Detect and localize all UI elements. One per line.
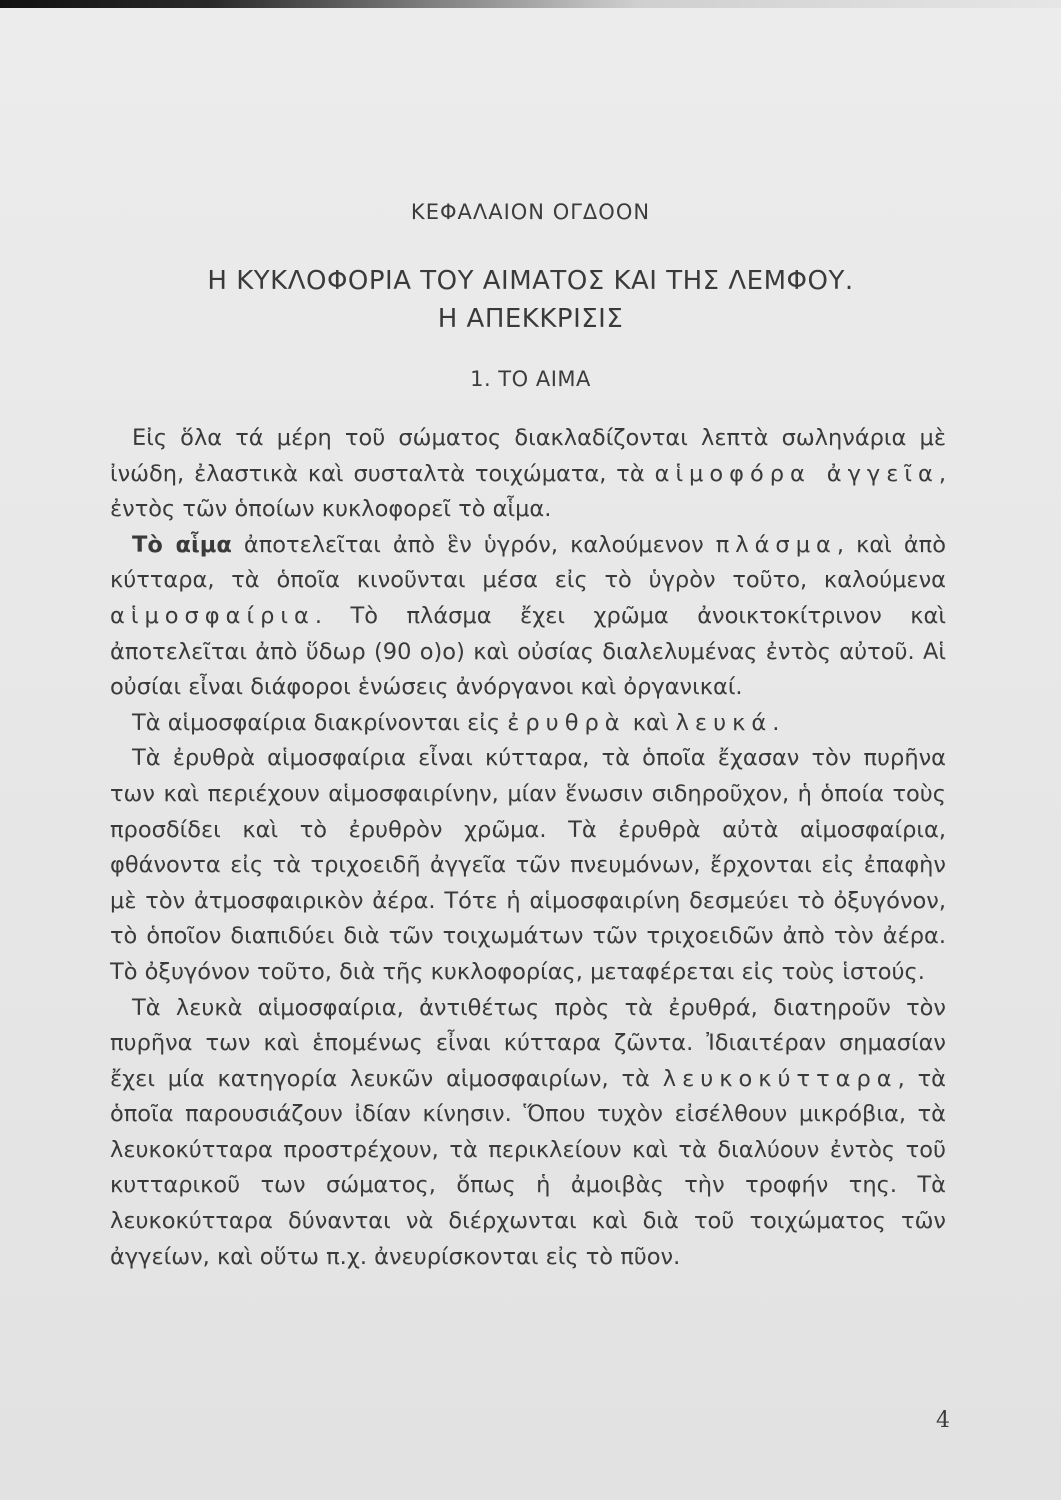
chapter-label: ΚΕΦΑΛΑΙΟΝ ΟΓΔΟΟΝ — [410, 200, 651, 224]
term-aimofora-aggeia: αἱμοφόρα ἀγγεῖα — [654, 460, 939, 487]
paragraph-5 — [110, 991, 946, 1276]
chapter-title-line-2: Η ΑΠΕΚΚΡΙΣΙΣ — [437, 304, 624, 334]
body-text — [110, 421, 946, 1275]
paragraph-3-text-b: καὶ — [625, 709, 676, 736]
term-leukokyttara: λευκοκύτταρα — [662, 1065, 898, 1092]
section-heading: 1. ΤΟ ΑΙΜΑ — [470, 367, 591, 391]
paragraph-2-lead: Τὸ αἷμα — [132, 531, 232, 558]
paragraph-2-text-b: , καὶ ἀπὸ κύτταρα, τὰ ὁποῖα κινοῦνται μέσα εἰς τὸ ὑγρὸν τοῦτο, καλούμενα — [110, 531, 946, 594]
term-aimosfairia: αἱμοσφαίρια — [110, 602, 315, 629]
chapter-title-line-1: Η ΚΥΚΛΟΦΟΡΙΑ ΤΟΥ ΑΙΜΑΤΟΣ ΚΑΙ ΤΗΣ ΛΕΜΦΟΥ. — [207, 266, 854, 296]
page-number: 4 — [936, 1408, 950, 1433]
paragraph-5-text-a: Τὰ λευκὰ αἱμοσφαίρια, ἀντιθέτως πρὸς τὰ ἐρυθρά, διατηροῦν τὸν πυρῆνα των καὶ ἑπομένως εἶναι κύτταρα ζῶντα. Ἰδιαιτέραν σημασίαν ἔχει μία κατηγορία λευκῶν αἱμοσφαιρίων, τὰ — [110, 994, 946, 1092]
term-leuka: λευκά — [675, 709, 773, 736]
paragraph-2-text-a: ἀποτελεῖται ἀπὸ ἓν ὑγρόν, καλούμενον — [231, 531, 716, 558]
paragraph-1-text-b: , ἐντὸς τῶν ὁποίων κυκλοφορεῖ τὸ αἷμα. — [110, 460, 946, 523]
paragraph-3-text-c: . — [772, 709, 780, 736]
term-erythra: ἐρυθρὰ — [507, 709, 626, 736]
paragraph-3-text-a: Τὰ αἱμοσφαίρια διακρίνονται εἰς — [132, 709, 508, 736]
scan-edge-shadow — [0, 0, 1061, 8]
paragraph-1 — [110, 421, 946, 528]
paragraph-4: Τὰ ἐρυθρὰ αἱμοσφαίρια εἶναι κύτταρα, τὰ ὁποῖα ἔχασαν τὸν πυρῆνα των καὶ περιέχουν αἱμοσφαιρίνην, μίαν ἕνωσιν σιδηροῦχον, ἡ ὁποία τοὺς προσδίδει καὶ τὸ ἐρυθρὸν χρῶμα. Τὰ ἐρυθρὰ αὐτὰ αἱμοσφαίρια, φθάνοντα εἰς τὰ τριχοειδῆ ἀγγεῖα τῶν πνευμόνων, ἔρχονται εἰς ἐπαφὴν μὲ τὸν ἀτμοσφαιρικὸν ἀέρα. Τότε ἡ αἱμοσφαιρίνη δεσμεύει τὸ ὀξυγόνον, τὸ ὁποῖον διαπιδύει διὰ τῶν τοιχωμάτων τῶν τριχοειδῶν ἀπὸ τὸν ἀέρα. Τὸ ὀξυγόνον τοῦτο, διὰ τῆς κυκλοφορίας, μεταφέρεται εἰς τοὺς ἱστούς. — [110, 745, 946, 985]
paragraph-2 — [110, 528, 946, 706]
paragraph-2-text-c: . Τὸ πλάσμα ἔχει χρῶμα ἀνοικτοκίτρινον καὶ ἀποτελεῖται ἀπὸ ὕδωρ (90 ο)ο) καὶ οὐσίας διαλελυμένας ἐντὸς αὐτοῦ. Αἱ οὐσίαι εἶναι διάφοροι ἑνώσεις ἀνόργανοι καὶ ὀργανικαί. — [110, 602, 946, 701]
chapter-title — [0, 262, 1061, 338]
paragraph-1-text-a: Εἰς ὅλα τά μέρη τοῦ σώματος διακλαδίζονται λεπτὰ σωληνάρια μὲ ἰνώδη, ἐλαστικὰ καὶ συσταλτὰ τοιχώματα, τὰ — [110, 425, 946, 487]
paragraph-3 — [110, 706, 946, 742]
term-plasma: πλάσμα — [715, 531, 837, 558]
paragraph-5-text-b: , τὰ ὁποῖα παρουσιάζουν ἰδίαν κίνησιν. Ὅπου τυχὸν εἰσέλθουν μικρόβια, τὰ λευκοκύτταρα προστρέχουν, τὰ περικλείουν καὶ τὰ διαλύουν ἐντὸς τοῦ κυτταρικοῦ των σώματος, ὅπως ἡ ἀμοιβὰς τὴν τροφήν της. Τὰ λευκοκύτταρα δύνανται νὰ διέρχωνται καὶ διὰ τοῦ τοιχώματος τῶν ἀγγείων, καὶ οὕτω π.χ. ἀνευρίσκονται εἰς τὸ πῦον. — [110, 1065, 947, 1270]
